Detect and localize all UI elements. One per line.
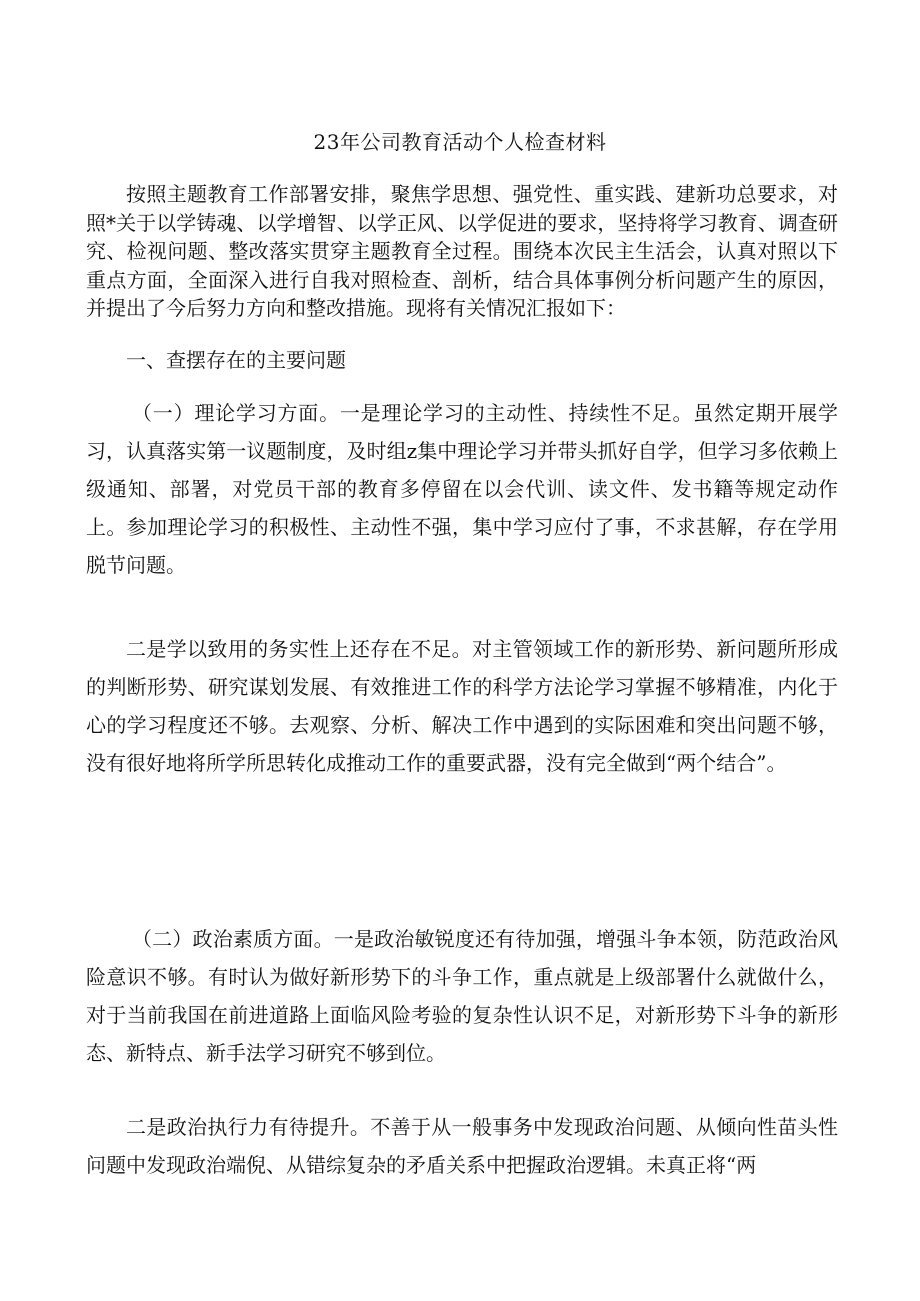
body-paragraph-practical-application: 二是学以致用的务实性上还存在不足。对主管领域工作的新形势、新问题所形成的判断形势、研究谋划发展、有效推进工作的科学方法论学习掌握不够精准，内化于心的学习程度还不够。去观察、分析、解决工作中遇到的实际困难和突出问题不够，没有很好地将所学所思转化成推动工作的重要武器，没有完全做到“两个结合”。 [86,637,838,775]
body-paragraph-political-execution: 二是政治执行力有待提升。不善于从一般事务中发现政治问题、从倾向性苗头性问题中发现政治端倪、从错综复杂的矛盾关系中把握政治逻辑。未真正将“两 [86,1115,838,1177]
intro-paragraph: 按照主题教育工作部署安排，聚焦学思想、强党性、重实践、建新功总要求，对照*关于以学铸魂、以学增智、以学正风、以学促进的要求，坚持将学习教育、调查研究、检视问题、整改落实贯穿主题教育全过程。围绕本次民主生活会，认真对照以下重点方面，全面深入进行自我对照检查、剖析，结合具体事例分析问题产生的原因，并提出了今后努力方向和整改措施。现将有关情况汇报如下： [86,182,838,320]
body-paragraph-theory-study: （一）理论学习方面。一是理论学习的主动性、持续性不足。虽然定期开展学习，认真落实第一议题制度，及时组z集中理论学习并带头抓好自学，但学习多依赖上级通知、部署，对党员干部的教育多停留在以会代训、读文件、发书籍等规定动作上。参加理论学习的积极性、主动性不强，集中学习应付了事，不求甚解，存在学用脱节问题。 [86,401,838,577]
section-heading: 一、查摆存在的主要问题 [126,348,346,372]
body-paragraph-political-quality: （二）政治素质方面。一是政治敏锐度还有待加强，增强斗争本领，防范政治风险意识不够。有时认为做好新形势下的斗争工作，重点就是上级部署什么就做什么，对于当前我国在前进道路上面临风险考验的复杂性认识不足，对新形势下斗争的新形态、新特点、新手法学习研究不够到位。 [86,927,838,1065]
document-title: 23年公司教育活动个人检查材料 [313,130,607,154]
